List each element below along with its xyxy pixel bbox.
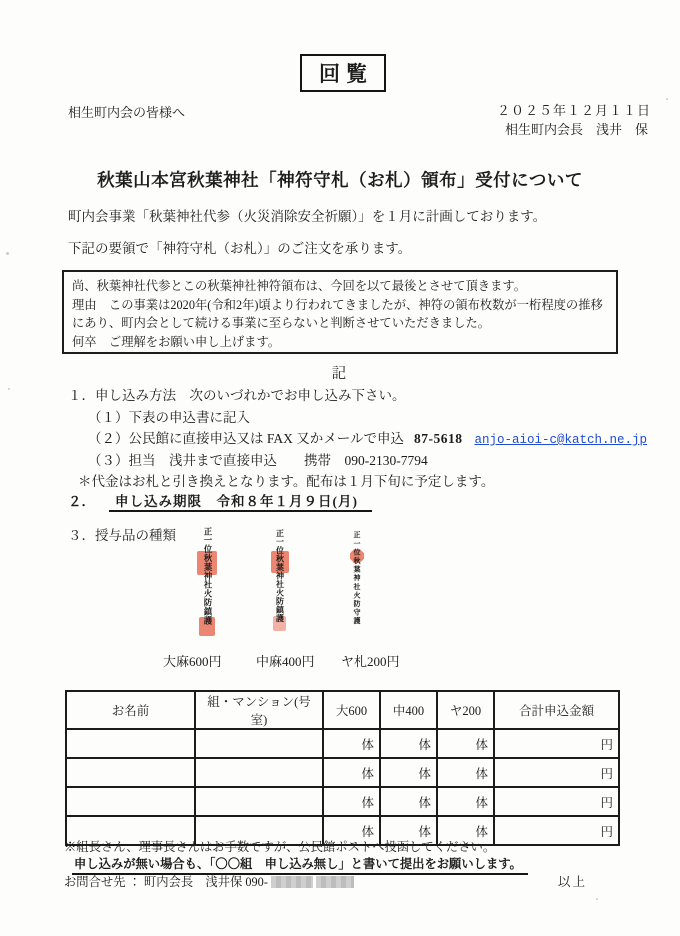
addressee-line: 相生町内会の皆様へ [68, 105, 186, 120]
order-table-row [66, 787, 619, 816]
cell-total-amount: 円 [494, 816, 619, 845]
scan-speck [8, 388, 10, 390]
cell-total-amount: 円 [494, 729, 619, 758]
kairan-label: 回覧 [319, 62, 373, 86]
notice-line-2: 理由 この事業は2020年(令和2年)頃より行われてきましたが、神符の領布枚数が一桁程度の推移にあり、町内会として続ける事業に至らないと判断させていただきました。 [72, 297, 603, 330]
contact-prefix: お問合せ先 ： 町内会長 浅井保 090- [64, 875, 268, 889]
cell-group [195, 758, 323, 787]
document-date: ２０２５年１２月１１日 [497, 103, 652, 118]
cell-large-count: 体 [323, 787, 380, 816]
closing-ijou: 以上 [558, 875, 588, 889]
cell-total-amount: 円 [494, 787, 619, 816]
apply-method-item-3: （３）担当 浅井まで直接申込 携帯 090-2130-7794 [88, 453, 428, 468]
cell-medium-count: 体 [380, 758, 437, 787]
cell-total-amount: 円 [494, 758, 619, 787]
section1-heading: １．申し込み方法 次のいづれかでお申し込み下さい。 [68, 388, 406, 403]
cell-medium-count: 体 [380, 787, 437, 816]
col-header-group: 組・マンション(号室) [195, 691, 323, 729]
notice-line-1: 尚、秋葉神社代参とこの秋葉神社神符領布は、今回を以て最後とさせて頂きます。 [72, 279, 527, 293]
redacted-phone-block [316, 876, 354, 888]
cell-group [195, 787, 323, 816]
document-title: 秋葉山本宮秋葉神社「神符守札（お札）領布」受付について [97, 170, 583, 190]
cell-medium-count: 体 [380, 816, 437, 845]
section2-number: ２． [68, 494, 95, 509]
price-large-taima: 大麻600円 [163, 654, 222, 669]
cell-small-count: 体 [437, 758, 494, 787]
redacted-phone-block [271, 876, 313, 888]
scan-speck [6, 252, 9, 255]
col-header-large600: 大600 [323, 691, 380, 729]
final-notice-box [62, 270, 618, 354]
cell-name [66, 729, 195, 758]
intro-line-2: 下記の要領で「神符守札（お札）」のご注文を承ります。 [68, 241, 412, 256]
cell-large-count: 体 [323, 816, 380, 845]
application-deadline: 申し込み期限 令和８年１月９日(月) [109, 494, 372, 512]
cell-medium-count: 体 [380, 729, 437, 758]
cell-name [66, 758, 195, 787]
cell-small-count: 体 [437, 816, 494, 845]
cell-small-count: 体 [437, 787, 494, 816]
footer-contact-line [64, 872, 354, 890]
cell-small-count: 体 [437, 729, 494, 758]
cell-group [195, 729, 323, 758]
talisman-large-text: 正一位秋葉神社火防鎮護 [203, 527, 212, 625]
talisman-image-medium [267, 529, 293, 635]
apply-method-item-2-text: （２）公民館に直接申込又は FAX 又かメールで申込 [88, 431, 404, 446]
document-signer: 相生町内会長 浅井 保 [505, 122, 649, 137]
scan-speck [666, 98, 668, 100]
scan-speck [596, 898, 598, 900]
payment-note: ＊代金はお札と引き換えとなります。配布は１月下旬に予定します。 [78, 474, 495, 489]
order-form-table [65, 690, 620, 846]
price-small-yafuda: ヤ札200円 [341, 654, 400, 669]
col-header-medium400: 中400 [380, 691, 437, 729]
order-table-row [66, 729, 619, 758]
order-table-row [66, 758, 619, 787]
apply-method-item-1: （１）下表の申込書に記入 [88, 410, 250, 425]
talisman-image-small [344, 531, 370, 627]
section3-heading: ３．授与品の種類 [68, 528, 176, 543]
fax-number: 87-5618 [413, 431, 463, 446]
talisman-image-large [194, 527, 220, 637]
section2-deadline-line [68, 490, 372, 510]
cell-name [66, 787, 195, 816]
price-medium-chuma: 中麻400円 [256, 654, 315, 669]
order-table-header-row [66, 691, 619, 729]
cell-large-count: 体 [323, 758, 380, 787]
kairan-stamp-box [300, 54, 386, 92]
col-header-total: 合計申込金額 [494, 691, 619, 729]
record-mark: 記 [331, 366, 349, 382]
footer-note-2: 申し込みが無い場合も、「〇〇組 申し込み無し」と書いて提出をお願いします。 [72, 854, 528, 875]
footer-note-1: ※組長さん、理事長さんはお手数ですが、公民館ポストへ投函してください。 [64, 840, 496, 854]
cell-large-count: 体 [323, 729, 380, 758]
contact-email-link[interactable]: anjo-aioi-c@katch.ne.jp [474, 433, 648, 447]
col-header-name: お名前 [66, 691, 195, 729]
notice-line-3: 何卒 ご理解をお願い申し上げます。 [72, 334, 281, 349]
apply-method-item-2 [88, 427, 647, 447]
intro-line-1: 町内会事業「秋葉神社代参（火災消除安全祈願）」を１月に計画しております。 [68, 209, 547, 224]
col-header-small200: ヤ200 [437, 691, 494, 729]
talisman-small-text: 正一位秋葉神社火防守護 [353, 531, 361, 626]
talisman-medium-text: 正一位秋葉神社火防鎮護 [275, 529, 285, 623]
